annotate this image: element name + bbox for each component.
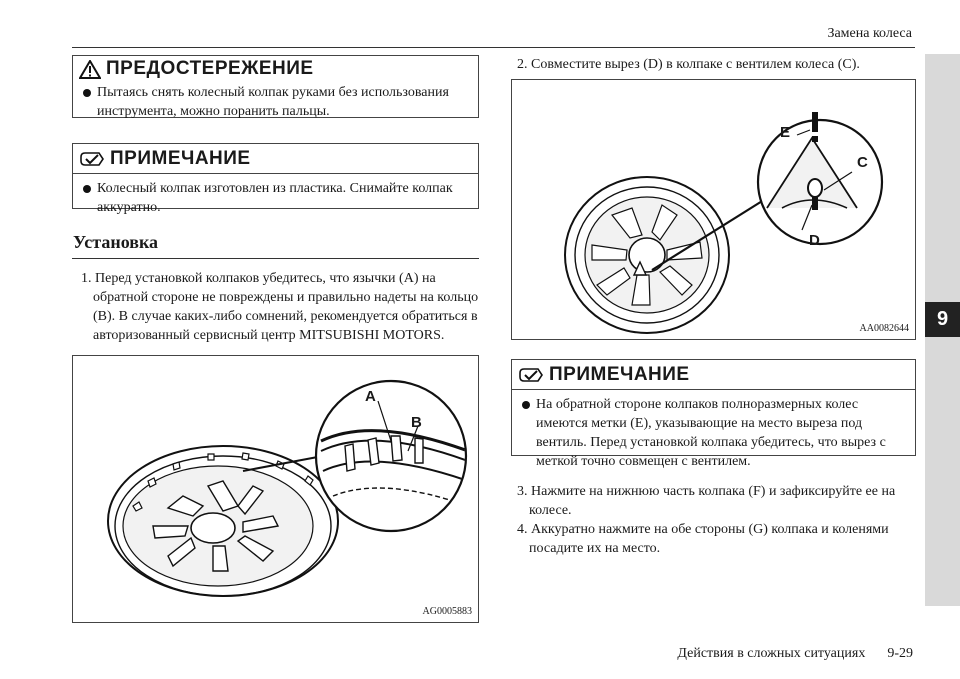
figure-code: AA0082644 xyxy=(859,323,909,334)
note-header xyxy=(73,144,478,174)
valve-alignment-illustration xyxy=(512,80,915,339)
warning-text: Пытаясь снять колесный колпак руками без использования инструмента, можно поранить пальцы. xyxy=(97,85,449,119)
section-divider xyxy=(72,258,479,259)
bullet-icon xyxy=(83,185,91,193)
label-b: B xyxy=(411,414,422,431)
chapter-tab[interactable]: 9 xyxy=(925,302,960,337)
figure-valve-alignment xyxy=(511,79,916,340)
bullet-icon xyxy=(83,89,91,97)
warning-box xyxy=(72,55,479,118)
note-text: Колесный колпак изготовлен из пластика. Снимайте колпак аккуратно. xyxy=(97,181,453,215)
note-item xyxy=(73,174,478,223)
note-box xyxy=(72,143,479,215)
pencil-note-icon xyxy=(79,150,105,168)
header-divider xyxy=(72,47,915,48)
note-title: ПРИМЕЧАНИЕ xyxy=(110,147,251,169)
note-box-valve xyxy=(511,359,916,469)
hubcap-tabs-illustration xyxy=(73,356,478,622)
page-header-title: Замена колеса xyxy=(827,26,912,41)
footer-section: Действия в сложных ситуациях xyxy=(677,646,866,661)
step-4: 4. Аккуратно нажмите на обе стороны (G) колпака и коленями посадите их на место. xyxy=(517,522,889,556)
note-text: На обратной стороне колпаков полноразмерных колес имеются метки (E), указывающие на место выреза под вентиль. Перед установкой колпака убедитесь, что вырез с меткой точно совмещен с вентилем. xyxy=(536,397,886,469)
label-c: C xyxy=(857,154,868,171)
page-number: 9-29 xyxy=(887,646,913,661)
warning-header xyxy=(73,56,478,82)
warning-title: ПРЕДОСТЕРЕЖЕНИЕ xyxy=(106,58,314,79)
step-2: 2. Совместите вырез (D) в колпаке с вентилем колеса (C). xyxy=(517,57,860,72)
bullet-icon xyxy=(522,401,530,409)
figure-hubcap-tabs xyxy=(72,355,479,623)
figure-code: AG0005883 xyxy=(422,606,472,617)
warning-triangle-icon xyxy=(79,60,101,79)
warning-item xyxy=(73,82,478,127)
step-1: 1. Перед установкой колпаков убедитесь, что язычки (A) на обратной стороне не повреждены и правильно надеты на кольцо (B). В случае каких-либо сомнений, рекомендуется обратиться в авторизованный сервисный центр MITSUBISHI MOTORS. xyxy=(81,271,479,343)
label-e: E xyxy=(780,124,791,141)
label-d: D xyxy=(809,232,820,249)
pencil-note-icon xyxy=(518,366,544,384)
section-title: Установка xyxy=(73,232,159,252)
note-title: ПРИМЕЧАНИЕ xyxy=(549,363,690,385)
page-footer xyxy=(677,646,913,662)
note-header xyxy=(512,360,915,390)
note-item xyxy=(512,390,915,477)
label-a: A xyxy=(365,388,376,405)
step-3: 3. Нажмите на нижнюю часть колпака (F) и зафиксируйте ее на колесе. xyxy=(517,484,896,518)
